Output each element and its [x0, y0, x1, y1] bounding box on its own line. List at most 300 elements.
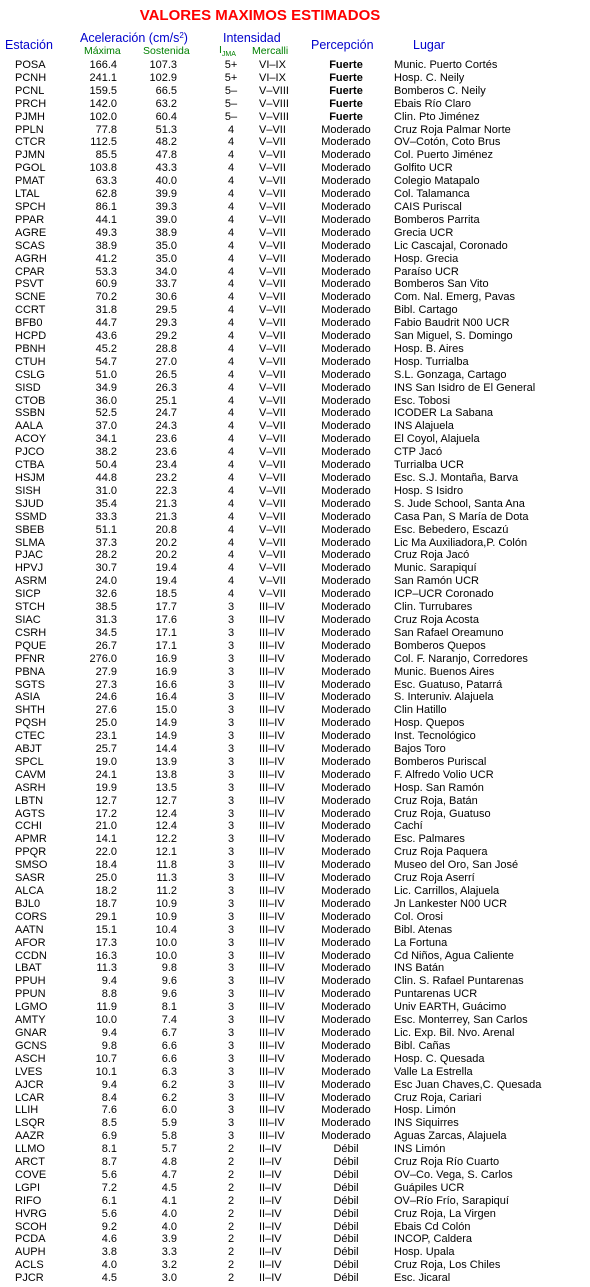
- lugar: Esc Juan Chaves,C. Quesada: [394, 1078, 542, 1091]
- aceleracion-maxima: 30.7: [95, 562, 117, 575]
- intensidad-ijma: 3: [227, 1001, 235, 1014]
- percepcion: Moderado: [321, 304, 371, 317]
- intensidad-ijma: 5–: [224, 97, 238, 110]
- percepcion: Moderado: [321, 1117, 371, 1130]
- header-aceleracion-exponent: 2: [179, 31, 184, 40]
- aceleracion-maxima: 86.1: [95, 200, 117, 213]
- percepcion: Moderado: [321, 704, 371, 717]
- intensidad-ijma: 4: [227, 381, 235, 394]
- aceleracion-maxima: 7.6: [101, 1104, 117, 1117]
- station-code: CTEC: [15, 730, 45, 743]
- table-row: [0, 446, 590, 459]
- lugar: Puntarenas UCR: [394, 988, 478, 1001]
- intensidad-ijma: 4: [227, 523, 235, 536]
- aceleracion-sostenida: 15.0: [155, 704, 177, 717]
- aceleracion-sostenida: 38.9: [155, 226, 177, 239]
- table-row: [0, 511, 590, 524]
- intensidad-mercalli: III–IV: [259, 652, 285, 665]
- table-row: [0, 769, 590, 782]
- station-code: ARCT: [15, 1156, 45, 1169]
- intensidad-ijma: 3: [227, 704, 235, 717]
- intensidad-mercalli: II–IV: [259, 1233, 282, 1246]
- aceleracion-maxima: 276.0: [89, 652, 117, 665]
- lugar: Cruz Roja Paquera: [394, 846, 488, 859]
- table-row: [0, 317, 590, 330]
- intensidad-mercalli: V–VIII: [259, 110, 289, 123]
- intensidad-ijma: 3: [227, 910, 235, 923]
- lugar: Cruz Roja, Cariari: [394, 1091, 482, 1104]
- lugar: Ebais Cd Colón: [394, 1220, 471, 1233]
- table-row: [0, 1143, 590, 1156]
- aceleracion-sostenida: 33.7: [155, 278, 177, 291]
- intensidad-mercalli: V–VII: [259, 381, 286, 394]
- intensidad-mercalli: V–VII: [259, 510, 286, 523]
- percepcion: Moderado: [321, 613, 371, 626]
- intensidad-mercalli: III–IV: [259, 936, 285, 949]
- aceleracion-sostenida: 5.8: [161, 1130, 177, 1143]
- percepcion: Moderado: [321, 330, 371, 343]
- intensidad-mercalli: V–VII: [259, 226, 286, 239]
- intensidad-ijma: 4: [227, 188, 235, 201]
- intensidad-ijma: 3: [227, 652, 235, 665]
- intensidad-ijma: 2: [227, 1181, 235, 1194]
- lugar: Lic. Exp. Bil. Nvo. Arenal: [394, 1026, 515, 1039]
- station-code: POSA: [15, 59, 46, 71]
- percepcion: Moderado: [321, 833, 371, 846]
- percepcion: Moderado: [321, 162, 371, 175]
- table-row: [0, 382, 590, 395]
- intensidad-ijma: 3: [227, 691, 235, 704]
- station-code: CPAR: [15, 265, 45, 278]
- table-row: [0, 549, 590, 562]
- aceleracion-sostenida: 12.2: [155, 833, 177, 846]
- table-row: [0, 253, 590, 266]
- table-row: [0, 214, 590, 227]
- table-row: [0, 304, 590, 317]
- aceleracion-sostenida: 11.3: [156, 872, 177, 885]
- aceleracion-maxima: 70.2: [95, 291, 117, 304]
- table-row: [0, 1259, 590, 1272]
- lugar: Paraíso UCR: [394, 265, 459, 278]
- aceleracion-maxima: 8.4: [101, 1091, 117, 1104]
- aceleracion-maxima: 29.1: [95, 910, 117, 923]
- table-row: [0, 717, 590, 730]
- aceleracion-sostenida: 4.0: [161, 1220, 177, 1233]
- lugar: Clin. Pto Jiménez: [394, 110, 480, 123]
- intensidad-mercalli: III–IV: [259, 1052, 285, 1065]
- lugar: ICODER La Sabana: [394, 407, 494, 420]
- aceleracion-maxima: 9.2: [101, 1220, 117, 1233]
- aceleracion-sostenida: 13.8: [155, 768, 177, 781]
- lugar: S.L. Gonzaga, Cartago: [394, 368, 507, 381]
- lugar: Hosp. Quepos: [394, 717, 465, 730]
- percepcion: Moderado: [321, 807, 371, 820]
- table-row: [0, 343, 590, 356]
- percepcion: Moderado: [321, 897, 371, 910]
- percepcion: Moderado: [321, 575, 371, 588]
- intensidad-mercalli: III–IV: [259, 949, 285, 962]
- percepcion: Débil: [333, 1156, 359, 1169]
- percepcion: Moderado: [321, 949, 371, 962]
- header-ijma-base: I: [219, 44, 222, 56]
- percepcion: Moderado: [321, 213, 371, 226]
- station-code: LVES: [15, 1065, 43, 1078]
- lugar: Esc. Tobosi: [394, 394, 451, 407]
- intensidad-mercalli: III–IV: [259, 1026, 285, 1039]
- aceleracion-maxima: 49.3: [95, 226, 117, 239]
- intensidad-mercalli: III–IV: [259, 1014, 285, 1027]
- intensidad-ijma: 2: [227, 1246, 235, 1259]
- table-row: [0, 472, 590, 485]
- intensidad-ijma: 3: [227, 962, 235, 975]
- aceleracion-sostenida: 20.8: [155, 523, 177, 536]
- station-code: PPUH: [15, 975, 46, 988]
- aceleracion-sostenida: 23.6: [155, 446, 177, 459]
- percepcion: Moderado: [321, 1001, 371, 1014]
- station-code: BJL0: [15, 897, 41, 910]
- intensidad-ijma: 3: [227, 730, 235, 743]
- aceleracion-sostenida: 12.1: [155, 846, 177, 859]
- intensidad-ijma: 3: [227, 846, 235, 859]
- lugar: El Coyol, Alajuela: [394, 433, 480, 446]
- aceleracion-sostenida: 6.6: [161, 1039, 177, 1052]
- aceleracion-sostenida: 23.2: [155, 472, 177, 484]
- station-code: AJCR: [15, 1078, 44, 1091]
- aceleracion-sostenida: 12.4: [155, 820, 177, 833]
- aceleracion-sostenida: 4.0: [161, 1207, 177, 1220]
- aceleracion-maxima: 31.0: [95, 484, 117, 497]
- table-row: [0, 149, 590, 162]
- table-row: [0, 614, 590, 627]
- percepcion: Fuerte: [329, 71, 363, 84]
- aceleracion-sostenida: 4.7: [161, 1168, 177, 1181]
- intensidad-mercalli: III–IV: [259, 730, 285, 743]
- table-row: [0, 820, 590, 833]
- lugar: ICP–UCR Coronado: [394, 588, 494, 601]
- station-code: LGPI: [15, 1181, 41, 1194]
- station-code: LTAL: [15, 188, 40, 201]
- aceleracion-sostenida: 30.6: [155, 291, 177, 304]
- intensidad-mercalli: II–IV: [259, 1272, 282, 1285]
- lugar: Hosp. Upala: [394, 1246, 455, 1259]
- intensidad-mercalli: V–VII: [259, 472, 286, 484]
- aceleracion-sostenida: 10.4: [155, 923, 177, 936]
- percepcion: Moderado: [321, 549, 371, 562]
- percepcion: Moderado: [321, 1091, 371, 1104]
- station-code: COVE: [15, 1168, 47, 1181]
- aceleracion-sostenida: 16.9: [155, 665, 177, 678]
- intensidad-ijma: 3: [227, 872, 235, 885]
- aceleracion-sostenida: 107.3: [149, 59, 177, 71]
- aceleracion-sostenida: 35.0: [155, 239, 177, 252]
- intensidad-mercalli: V–VII: [259, 252, 286, 265]
- aceleracion-maxima: 159.5: [89, 84, 117, 97]
- percepcion: Moderado: [321, 394, 371, 407]
- intensidad-ijma: 3: [227, 755, 235, 768]
- intensidad-mercalli: II–IV: [259, 1143, 282, 1156]
- station-code: PRCH: [15, 97, 47, 110]
- aceleracion-maxima: 17.3: [95, 936, 117, 949]
- percepcion: Débil: [333, 1233, 359, 1246]
- intensidad-ijma: 4: [227, 575, 235, 588]
- intensidad-ijma: 4: [227, 291, 235, 304]
- aceleracion-sostenida: 26.3: [155, 381, 177, 394]
- station-code: AATN: [15, 923, 44, 936]
- percepcion: Moderado: [321, 639, 371, 652]
- lugar: Cd Niños, Agua Caliente: [394, 949, 514, 962]
- table-row: [0, 1066, 590, 1079]
- table-row: [0, 782, 590, 795]
- lugar: Bomberos Quepos: [394, 639, 486, 652]
- intensidad-ijma: 3: [227, 859, 235, 872]
- aceleracion-sostenida: 47.8: [155, 149, 177, 162]
- aceleracion-sostenida: 24.3: [155, 420, 177, 433]
- station-code: PCDA: [15, 1233, 46, 1246]
- station-code: SPCL: [15, 755, 44, 768]
- intensidad-ijma: 4: [227, 239, 235, 252]
- percepcion: Moderado: [321, 872, 371, 885]
- aceleracion-maxima: 37.0: [95, 420, 117, 433]
- aceleracion-sostenida: 13.9: [155, 755, 177, 768]
- aceleracion-sostenida: 60.4: [155, 110, 177, 123]
- aceleracion-maxima: 17.2: [95, 807, 117, 820]
- lugar: Casa Pan, S María de Dota: [394, 510, 529, 523]
- aceleracion-sostenida: 14.4: [155, 743, 177, 756]
- station-code: SSBN: [15, 407, 45, 420]
- aceleracion-maxima: 62.8: [95, 188, 117, 201]
- intensidad-ijma: 3: [227, 1026, 235, 1039]
- table-row: [0, 1208, 590, 1221]
- aceleracion-maxima: 166.4: [89, 59, 117, 71]
- lugar: Cachí: [394, 820, 423, 833]
- intensidad-ijma: 4: [227, 123, 235, 136]
- percepcion: Moderado: [321, 175, 371, 188]
- lugar: Hosp. Turrialba: [394, 355, 469, 368]
- intensidad-ijma: 4: [227, 213, 235, 226]
- table-row: [0, 795, 590, 808]
- lugar: San Miguel, S. Domingo: [394, 330, 513, 343]
- intensidad-ijma: 3: [227, 613, 235, 626]
- table-row: [0, 136, 590, 149]
- lugar: Bajos Toro: [394, 743, 446, 756]
- percepcion: Débil: [333, 1194, 359, 1207]
- lugar: Inst. Tecnológico: [394, 730, 476, 743]
- intensidad-mercalli: III–IV: [259, 1001, 285, 1014]
- table-row: [0, 691, 590, 704]
- station-code: PJMN: [15, 149, 45, 162]
- percepcion: Moderado: [321, 278, 371, 291]
- lugar: San Rafael Oreamuno: [394, 626, 504, 639]
- lugar: Bomberos Parrita: [394, 213, 480, 226]
- aceleracion-sostenida: 18.5: [155, 588, 177, 601]
- percepcion: Fuerte: [329, 84, 363, 97]
- lugar: Esc. Monterrey, San Carlos: [394, 1014, 528, 1027]
- percepcion: Débil: [333, 1143, 359, 1156]
- intensidad-ijma: 4: [227, 433, 235, 446]
- intensidad-ijma: 4: [227, 278, 235, 291]
- aceleracion-sostenida: 13.5: [155, 781, 177, 794]
- lugar: Hosp. Grecia: [394, 252, 459, 265]
- intensidad-mercalli: III–IV: [259, 781, 285, 794]
- station-code: SASR: [15, 872, 45, 885]
- intensidad-ijma: 4: [227, 459, 235, 472]
- intensidad-mercalli: VI–IX: [259, 59, 286, 71]
- intensidad-mercalli: III–IV: [259, 1104, 285, 1117]
- station-code: AGRH: [15, 252, 47, 265]
- table-row: [0, 1195, 590, 1208]
- intensidad-ijma: 4: [227, 265, 235, 278]
- table-row: [0, 575, 590, 588]
- percepcion: Moderado: [321, 1130, 371, 1143]
- percepcion: Débil: [333, 1181, 359, 1194]
- intensidad-ijma: 5–: [224, 110, 238, 123]
- lugar: Hosp. C. Neily: [394, 71, 465, 84]
- lugar: INS San Isidro de El General: [394, 381, 536, 394]
- percepcion: Moderado: [321, 562, 371, 575]
- aceleracion-maxima: 34.9: [95, 381, 117, 394]
- percepcion: Moderado: [321, 820, 371, 833]
- aceleracion-maxima: 37.3: [95, 536, 117, 549]
- intensidad-ijma: 4: [227, 252, 235, 265]
- intensidad-ijma: 3: [227, 885, 235, 897]
- lugar: INS Batán: [394, 962, 445, 975]
- table-row: [0, 291, 590, 304]
- table-row: [0, 704, 590, 717]
- station-code: AGRE: [15, 226, 47, 239]
- lugar: Grecia UCR: [394, 226, 454, 239]
- header-sostenida: Sostenida: [143, 45, 190, 57]
- aceleracion-sostenida: 22.3: [155, 484, 177, 497]
- lugar: Cruz Roja, Guatuso: [394, 807, 491, 820]
- aceleracion-maxima: 9.8: [101, 1039, 117, 1052]
- station-code: PPAR: [15, 213, 45, 226]
- percepcion: Moderado: [321, 755, 371, 768]
- aceleracion-sostenida: 10.9: [155, 910, 177, 923]
- aceleracion-maxima: 24.6: [95, 691, 117, 704]
- percepcion: Moderado: [321, 239, 371, 252]
- intensidad-ijma: 3: [227, 639, 235, 652]
- table-row: [0, 485, 590, 498]
- header-lugar: Lugar: [413, 38, 445, 52]
- percepcion: Moderado: [321, 1052, 371, 1065]
- intensidad-ijma: 3: [227, 820, 235, 833]
- intensidad-mercalli: III–IV: [259, 1078, 285, 1091]
- percepcion: Moderado: [321, 962, 371, 975]
- percepcion: Moderado: [321, 1026, 371, 1039]
- intensidad-ijma: 4: [227, 497, 235, 510]
- table-row: [0, 898, 590, 911]
- table-row: [0, 1156, 590, 1169]
- aceleracion-sostenida: 25.1: [155, 394, 177, 407]
- lugar: Col. F. Naranjo, Corredores: [394, 652, 528, 665]
- intensidad-ijma: 5+: [224, 59, 238, 71]
- percepcion: Moderado: [321, 768, 371, 781]
- intensidad-mercalli: III–IV: [259, 794, 285, 807]
- aceleracion-maxima: 10.7: [95, 1052, 117, 1065]
- station-code: SIAC: [15, 613, 41, 626]
- station-code: SCOH: [15, 1220, 47, 1233]
- percepcion: Fuerte: [329, 59, 363, 71]
- intensidad-ijma: 3: [227, 988, 235, 1001]
- station-code: ACLS: [15, 1259, 44, 1272]
- intensidad-mercalli: III–IV: [259, 613, 285, 626]
- intensidad-ijma: 3: [227, 1091, 235, 1104]
- aceleracion-sostenida: 6.2: [161, 1078, 177, 1091]
- table-row: [0, 924, 590, 937]
- intensidad-mercalli: V–VII: [259, 420, 286, 433]
- aceleracion-maxima: 9.4: [101, 1078, 117, 1091]
- intensidad-ijma: 3: [227, 626, 235, 639]
- intensidad-mercalli: II–IV: [259, 1194, 282, 1207]
- intensidad-mercalli: V–VII: [259, 200, 286, 213]
- aceleracion-maxima: 34.5: [95, 626, 117, 639]
- aceleracion-sostenida: 21.3: [155, 497, 177, 510]
- station-code: PBNH: [15, 342, 46, 355]
- intensidad-ijma: 2: [227, 1143, 235, 1156]
- aceleracion-sostenida: 6.2: [161, 1091, 177, 1104]
- station-code: PJMH: [15, 110, 45, 123]
- intensidad-ijma: 2: [227, 1272, 235, 1285]
- intensidad-mercalli: III–IV: [259, 626, 285, 639]
- percepcion: Moderado: [321, 923, 371, 936]
- aceleracion-sostenida: 29.2: [155, 330, 177, 343]
- station-code: HCPD: [15, 330, 47, 343]
- lugar: Clin. S. Rafael Puntarenas: [394, 975, 524, 988]
- lugar: Cruz Roja Jacó: [394, 549, 470, 562]
- aceleracion-maxima: 41.2: [95, 252, 117, 265]
- intensidad-mercalli: III–IV: [259, 1091, 285, 1104]
- station-code: AMTY: [15, 1014, 46, 1027]
- station-code: CCRT: [15, 304, 46, 317]
- aceleracion-maxima: 5.6: [101, 1168, 117, 1181]
- table-row: [0, 98, 590, 111]
- percepcion: Moderado: [321, 123, 371, 136]
- intensidad-mercalli: III–IV: [259, 704, 285, 717]
- aceleracion-sostenida: 9.6: [161, 975, 177, 988]
- station-code: LCAR: [15, 1091, 45, 1104]
- percepcion: Moderado: [321, 459, 371, 472]
- percepcion: Débil: [333, 1207, 359, 1220]
- station-code: LSQR: [15, 1117, 45, 1130]
- intensidad-mercalli: III–IV: [259, 1130, 285, 1143]
- aceleracion-maxima: 25.7: [95, 743, 117, 756]
- lugar: INS Alajuela: [394, 420, 454, 433]
- percepcion: Moderado: [321, 678, 371, 691]
- aceleracion-maxima: 7.2: [101, 1181, 117, 1194]
- aceleracion-maxima: 9.4: [101, 1026, 117, 1039]
- percepcion: Moderado: [321, 910, 371, 923]
- percepcion: Moderado: [321, 536, 371, 549]
- lugar: Aguas Zarcas, Alajuela: [394, 1130, 507, 1143]
- percepcion: Débil: [333, 1259, 359, 1272]
- table-row: [0, 1053, 590, 1066]
- aceleracion-sostenida: 11.8: [156, 859, 177, 872]
- aceleracion-sostenida: 11.2: [156, 885, 177, 897]
- intensidad-mercalli: III–IV: [259, 820, 285, 833]
- aceleracion-maxima: 3.8: [101, 1246, 117, 1259]
- aceleracion-maxima: 11.9: [96, 1001, 117, 1014]
- percepcion: Moderado: [321, 136, 371, 149]
- lugar: Bomberos San Vito: [394, 278, 489, 291]
- intensidad-ijma: 5–: [224, 84, 238, 97]
- intensidad-ijma: 2: [227, 1168, 235, 1181]
- lugar: Bomberos Puriscal: [394, 755, 487, 768]
- intensidad-mercalli: V–VII: [259, 446, 286, 459]
- table-row: [0, 420, 590, 433]
- intensidad-ijma: 4: [227, 394, 235, 407]
- lugar: La Fortuna: [394, 936, 448, 949]
- percepcion: Moderado: [321, 265, 371, 278]
